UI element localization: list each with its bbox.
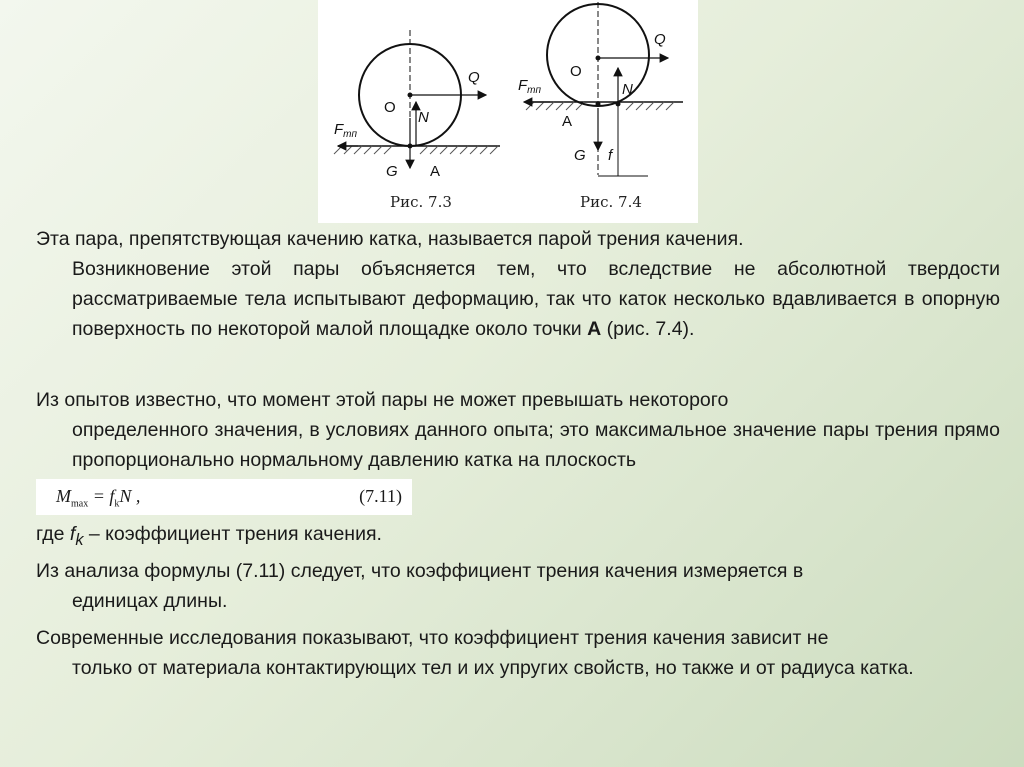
label-g-7-3: G [386, 163, 398, 180]
p2-line1: Из опытов известно, что момент этой пары не может превышать некоторого [36, 389, 729, 411]
paragraph-3 [36, 519, 1000, 555]
label-f-7-3: $F_{тп}$ [334, 121, 358, 140]
figure-7-3 [334, 30, 500, 180]
label-a-7-3: A [430, 163, 441, 180]
figure-7-4 [518, 2, 683, 176]
p2-body: определенного значения, в условиях данного опыта; это максимальное значение пары трения прямо пропорционально нормальному давлению катка на плоскость [72, 419, 1000, 471]
caption-fig-7-3: Рис. 7.3 [390, 193, 452, 211]
p1-line1: Эта пара, препятствующая качению катка, называется парой трения качения. [36, 228, 744, 250]
p4-line1: Из анализа формулы (7.11) следует, что коэффициент трения качения измеряется в [36, 560, 804, 582]
p5-line1: Современные исследования показывают, что коэффициент трения качения зависит не [36, 627, 829, 649]
formula-expression: $M_{max} = f_kN$ , [56, 486, 141, 510]
p1-body: Возникновение этой пары объясняется тем, что вследствие не абсолютной твердости рассматриваемые тела испытывают деформацию, так что каток несколько вдавливается в опорную поверхность по некоторой малой площадке около точки A (рис. 7.4). [72, 258, 1000, 340]
point-a: A [587, 318, 602, 340]
label-a-7-4: A [562, 113, 573, 130]
p3-line: где $f_k$ – коэффициент трения качения. [36, 523, 382, 549]
label-o-7-3: O [384, 99, 396, 116]
paragraph-4 [36, 556, 1000, 616]
paragraph-5 [36, 623, 1000, 683]
label-g-7-4: G [574, 147, 586, 164]
paragraph-2 [36, 385, 1000, 475]
symbol-fk: $f_k$ [69, 523, 84, 549]
label-q-7-3: Q [468, 69, 480, 86]
figure-panel [318, 0, 698, 223]
label-n-7-3: N [418, 109, 429, 126]
label-n-7-4: N [622, 81, 633, 98]
formula-7-11 [36, 479, 412, 515]
formula-number: (7.11) [359, 486, 402, 506]
p4-body: единицах длины. [72, 590, 228, 612]
label-f-7-4: $F_{тп}$ [518, 77, 542, 96]
label-f-small-7-4: f [608, 147, 613, 164]
p5-body: только от материала контактирующих тел и их упругих свойств, но также и от радиуса катка. [72, 657, 914, 679]
label-q-7-4: Q [654, 31, 666, 48]
caption-fig-7-4: Рис. 7.4 [580, 193, 642, 211]
roller-diagrams [318, 0, 698, 223]
paragraph-1 [36, 224, 1000, 344]
label-o-7-4: O [570, 63, 582, 80]
